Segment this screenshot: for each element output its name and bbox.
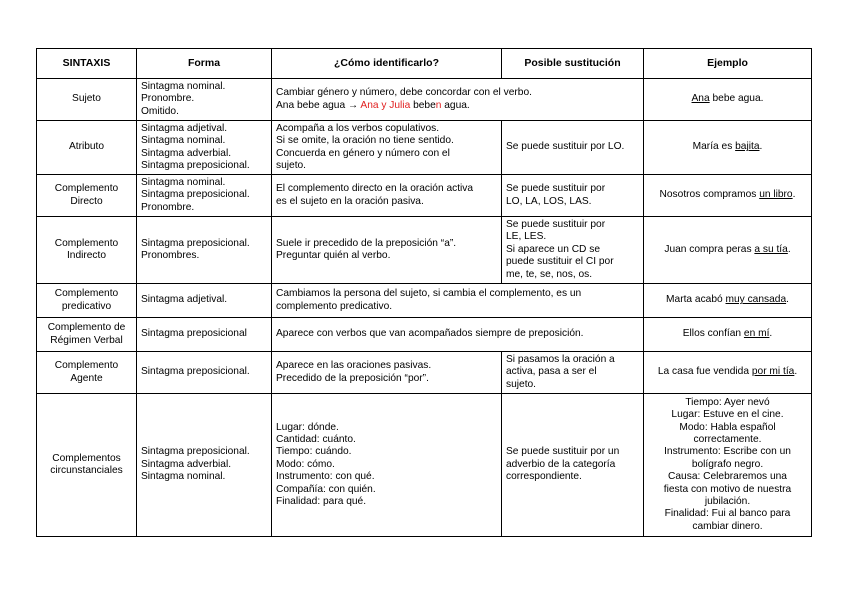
como-cell xyxy=(272,394,502,537)
ejemplo-line: bolígrafo negro. xyxy=(691,458,764,470)
highlight-text: Ana y Julia xyxy=(360,99,411,111)
sust-cell: Se puede sustituir por LO. xyxy=(502,121,644,175)
forma-cell: Sintagma preposicional. xyxy=(137,352,272,394)
forma-cell xyxy=(137,217,272,284)
ejemplo-line: Instrumento: Escribe con un xyxy=(664,446,791,458)
ejemplo-cell xyxy=(644,394,812,537)
ejemplo-underlined: un libro xyxy=(759,189,793,201)
como-cell: Aparece con verbos que van acompañados siempre de preposición. xyxy=(272,318,644,352)
como-line: Cambiar género y número, debe concordar con el verbo. xyxy=(276,87,532,99)
ejemplo-line: cambiar dinero. xyxy=(692,520,763,532)
table-row xyxy=(37,79,812,121)
ejemplo-line: Tiempo: Ayer nevó xyxy=(685,396,770,408)
como-cell xyxy=(272,217,502,284)
como-line: Precedido de la preposición “por”. xyxy=(276,372,429,384)
sust-line: adverbio de la categoría xyxy=(506,458,616,470)
forma-line: Sintagma preposicional. xyxy=(141,446,250,458)
ejemplo-text: . xyxy=(792,189,796,201)
table-row xyxy=(37,284,812,318)
forma-line: Sintagma nominal. xyxy=(141,80,226,92)
sust-line: activa, pasa a ser el xyxy=(506,366,597,378)
table-row xyxy=(37,217,812,284)
como-line: Tiempo: cuándo. xyxy=(276,446,352,458)
forma-line: Sintagma nominal. xyxy=(141,471,226,483)
forma-line: Pronombre. xyxy=(141,201,195,213)
sust-line: Si aparece un CD se xyxy=(506,243,601,255)
row-name: Complemento predicativo xyxy=(37,284,137,318)
como-line: Aparece en las oraciones pasivas. xyxy=(276,360,432,372)
sust-line: Se puede sustituir por un xyxy=(506,446,620,458)
como-line: Modo: cómo. xyxy=(276,458,335,470)
forma-line: Sintagma preposicional. xyxy=(141,159,250,171)
ejemplo-line: Modo: Habla español xyxy=(679,421,776,433)
row-name: Atributo xyxy=(37,121,137,175)
header-sustitucion: Posible sustitución xyxy=(502,49,644,79)
forma-line: Sintagma preposicional. xyxy=(141,189,250,201)
ejemplo-line: fiesta con motivo de nuestra xyxy=(663,483,792,495)
forma-cell xyxy=(137,121,272,175)
ejemplo-underlined: muy cansada xyxy=(725,294,787,306)
forma-line: Sintagma nominal. xyxy=(141,176,226,188)
ejemplo-cell xyxy=(644,217,812,284)
como-cell xyxy=(272,121,502,175)
como-line: Cantidad: cuánto. xyxy=(276,433,356,445)
forma-line: Sintagma preposicional. xyxy=(141,237,250,249)
highlight-text: n xyxy=(435,99,442,111)
sust-cell xyxy=(502,175,644,217)
sust-line: sujeto. xyxy=(506,378,537,390)
ejemplo-text: Ellos confían xyxy=(682,328,744,340)
como-line: Acompaña a los verbos copulativos. xyxy=(276,122,440,134)
ejemplo-text: Marta acabó xyxy=(666,294,726,306)
sust-line: me, te, se, nos, os. xyxy=(506,268,593,280)
ejemplo-underlined: a su tía xyxy=(754,243,788,255)
table-row xyxy=(37,394,812,537)
forma-line: Sintagma adverbial. xyxy=(141,458,232,470)
sust-line: Se puede sustituir por xyxy=(506,183,606,195)
como-line: Compañía: con quién. xyxy=(276,483,376,495)
example-text: agua. xyxy=(441,99,470,111)
como-cell xyxy=(272,79,644,121)
table-row xyxy=(37,352,812,394)
row-name: Complemento Indirecto xyxy=(37,217,137,284)
header-forma: Forma xyxy=(137,49,272,79)
sust-line: LO, LA, LOS, LAS. xyxy=(506,195,592,207)
ejemplo-line: Causa: Celebraremos una xyxy=(668,471,787,483)
ejemplo-text: . xyxy=(759,141,763,153)
row-name: Complementos circunstanciales xyxy=(37,394,137,537)
table-row xyxy=(37,121,812,175)
como-cell xyxy=(272,175,502,217)
ejemplo-line: Lugar: Estuve en el cine. xyxy=(671,409,784,421)
ejemplo-cell xyxy=(644,175,812,217)
ejemplo-line: Finalidad: Fui al banco para xyxy=(664,508,791,520)
ejemplo-text: Juan compra peras xyxy=(664,243,755,255)
ejemplo-line: correctamente. xyxy=(693,433,762,445)
ejemplo-text: Nosotros compramos xyxy=(659,189,760,201)
forma-cell xyxy=(137,79,272,121)
forma-line: Omitido. xyxy=(141,105,179,117)
forma-cell xyxy=(137,394,272,537)
como-line: es el sujeto en la oración pasiva. xyxy=(276,195,424,207)
ejemplo-line: jubilación. xyxy=(704,496,751,508)
ejemplo-text: La casa fue vendida xyxy=(657,366,752,378)
forma-cell: Sintagma adjetival. xyxy=(137,284,272,318)
como-line: Cambiamos la persona del sujeto, si cambia el complemento, es un xyxy=(276,288,582,300)
example-text: bebe xyxy=(410,99,436,111)
ejemplo-text: . xyxy=(794,366,798,378)
table-row xyxy=(37,318,812,352)
sust-line: LE, LES. xyxy=(506,231,547,243)
header-ejemplo: Ejemplo xyxy=(644,49,812,79)
como-line: sujeto. xyxy=(276,159,307,171)
ejemplo-text: bebe agua. xyxy=(709,93,764,105)
como-line: Concuerda en género y número con el xyxy=(276,147,450,159)
ejemplo-text: . xyxy=(787,243,791,255)
ejemplo-cell xyxy=(644,318,812,352)
row-name: Sujeto xyxy=(37,79,137,121)
row-name: Complemento de Régimen Verbal xyxy=(37,318,137,352)
row-name: Complemento Directo xyxy=(37,175,137,217)
forma-line: Sintagma adverbial. xyxy=(141,147,232,159)
ejemplo-underlined: bajita xyxy=(735,141,760,153)
como-line: El complemento directo en la oración activa xyxy=(276,183,474,195)
forma-line: Sintagma nominal. xyxy=(141,135,226,147)
ejemplo-cell xyxy=(644,352,812,394)
sust-line: puede sustituir el CI por xyxy=(506,256,614,268)
table-row xyxy=(37,175,812,217)
sust-line: Si pasamos la oración a xyxy=(506,353,615,365)
ejemplo-underlined: Ana xyxy=(691,93,710,105)
forma-line: Pronombres. xyxy=(141,250,200,261)
forma-line: Sintagma adjetival. xyxy=(141,122,228,134)
sust-cell xyxy=(502,352,644,394)
como-line: Suele ir precedido de la preposición “a”. xyxy=(276,237,457,249)
como-line: complemento predicativo. xyxy=(276,300,393,312)
ejemplo-text: . xyxy=(769,328,773,340)
ejemplo-cell xyxy=(644,79,812,121)
ejemplo-text: . xyxy=(786,294,789,306)
ejemplo-cell xyxy=(644,121,812,175)
sust-line: correspondiente. xyxy=(506,471,582,483)
forma-line: Pronombre. xyxy=(141,93,195,105)
como-line: Si se omite, la oración no tiene sentido. xyxy=(276,135,454,147)
sust-cell xyxy=(502,217,644,284)
example-text: Ana bebe agua → xyxy=(276,99,361,111)
sust-cell xyxy=(502,394,644,537)
syntax-table xyxy=(36,48,812,537)
header-sintaxis: SINTAXIS xyxy=(37,49,137,79)
header-row xyxy=(37,49,812,79)
como-cell xyxy=(272,284,644,318)
ejemplo-underlined: en mí xyxy=(743,328,770,340)
como-line: Instrumento: con qué. xyxy=(276,471,375,483)
como-line: Finalidad: para qué. xyxy=(276,496,367,508)
forma-cell xyxy=(137,175,272,217)
forma-cell: Sintagma preposicional xyxy=(137,318,272,352)
ejemplo-text: María es xyxy=(692,141,736,153)
como-line: Lugar: dónde. xyxy=(276,421,339,433)
row-name: Complemento Agente xyxy=(37,352,137,394)
ejemplo-underlined: por mi tía xyxy=(751,366,795,378)
como-example xyxy=(276,100,639,112)
como-cell xyxy=(272,352,502,394)
ejemplo-cell xyxy=(644,284,812,318)
header-como: ¿Cómo identificarlo? xyxy=(272,49,502,79)
como-line: Preguntar quién al verbo. xyxy=(276,250,391,261)
sust-line: Se puede sustituir por xyxy=(506,218,606,230)
